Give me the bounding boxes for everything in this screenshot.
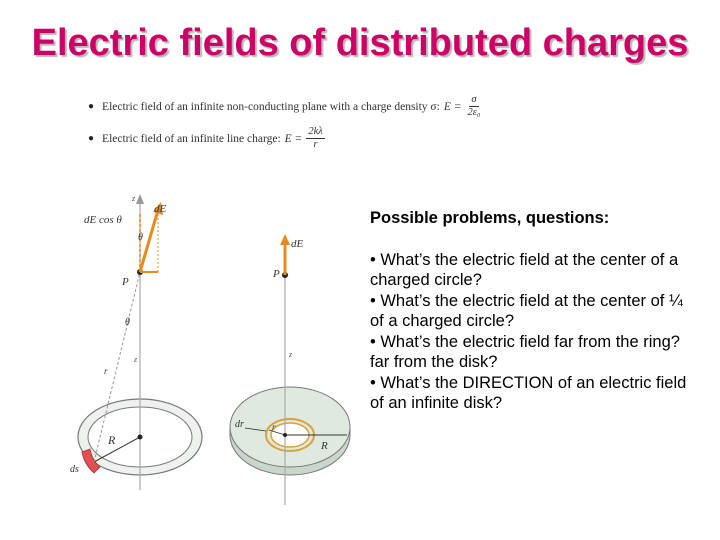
equation-plane-lhs: E = bbox=[443, 100, 462, 113]
questions-heading: Possible problems, questions: bbox=[370, 209, 610, 227]
ring-center-dot bbox=[138, 435, 143, 440]
disk-label-dE: dE bbox=[291, 238, 304, 250]
disk-dE-arrowhead bbox=[280, 234, 290, 245]
ring-z-axis-arrowhead bbox=[136, 194, 144, 204]
questions-block bbox=[370, 208, 700, 414]
equation-line-text: Electric field of an infinite line charge: bbox=[102, 132, 281, 145]
ring-label-ds: ds bbox=[70, 464, 79, 475]
question-item: • What’s the electric field far from the ring? far from the disk? bbox=[370, 332, 680, 371]
question-item: • What’s the electric field at the center of ¼ of a charged circle? bbox=[370, 291, 683, 330]
ring-label-theta-top: θ bbox=[138, 232, 143, 243]
slide-title: Electric fields of distributed charges bbox=[31, 22, 689, 64]
question-item: • What’s the DIRECTION of an electric field of an infinite disk? bbox=[370, 373, 687, 412]
ring-label-z: z bbox=[134, 355, 138, 364]
bullet: ● bbox=[88, 133, 95, 144]
ring-figure bbox=[70, 190, 250, 490]
ring-label-P: P bbox=[122, 276, 129, 288]
ring-label-z-top: z bbox=[132, 194, 136, 203]
ring-label-dEcos: dE cos θ bbox=[84, 214, 122, 226]
equation-line-denominator: r bbox=[313, 139, 318, 150]
disk-figure bbox=[225, 225, 370, 510]
question-item: • What’s the electric field at the center of a charged circle? bbox=[370, 250, 679, 289]
equation-plane bbox=[88, 94, 483, 119]
equation-line bbox=[88, 126, 325, 151]
equation-plane-denominator: 2ε₀ bbox=[467, 107, 481, 118]
disk-label-P: P bbox=[273, 268, 280, 280]
disk-label-r: r bbox=[272, 422, 276, 432]
equation-line-numerator: 2kλ bbox=[308, 126, 323, 137]
equation-line-lhs: E = bbox=[284, 132, 303, 145]
equation-line-fraction bbox=[306, 126, 324, 151]
ring-label-R: R bbox=[108, 433, 116, 447]
disk-label-dr: dr bbox=[235, 419, 244, 430]
equation-plane-text: Electric field of an infinite non-conducting plane with a charge density σ: bbox=[102, 100, 440, 113]
equation-plane-fraction bbox=[466, 94, 483, 119]
ring-label-r: r bbox=[104, 366, 108, 376]
disk-label-R: R bbox=[321, 440, 328, 452]
ring-label-theta: θ bbox=[125, 317, 130, 328]
disk-label-z: z bbox=[289, 350, 293, 359]
equation-plane-numerator: σ bbox=[471, 94, 477, 105]
disk-center-dot bbox=[283, 433, 287, 437]
ring-label-dE: dE bbox=[154, 203, 167, 215]
bullet: ● bbox=[88, 101, 95, 112]
